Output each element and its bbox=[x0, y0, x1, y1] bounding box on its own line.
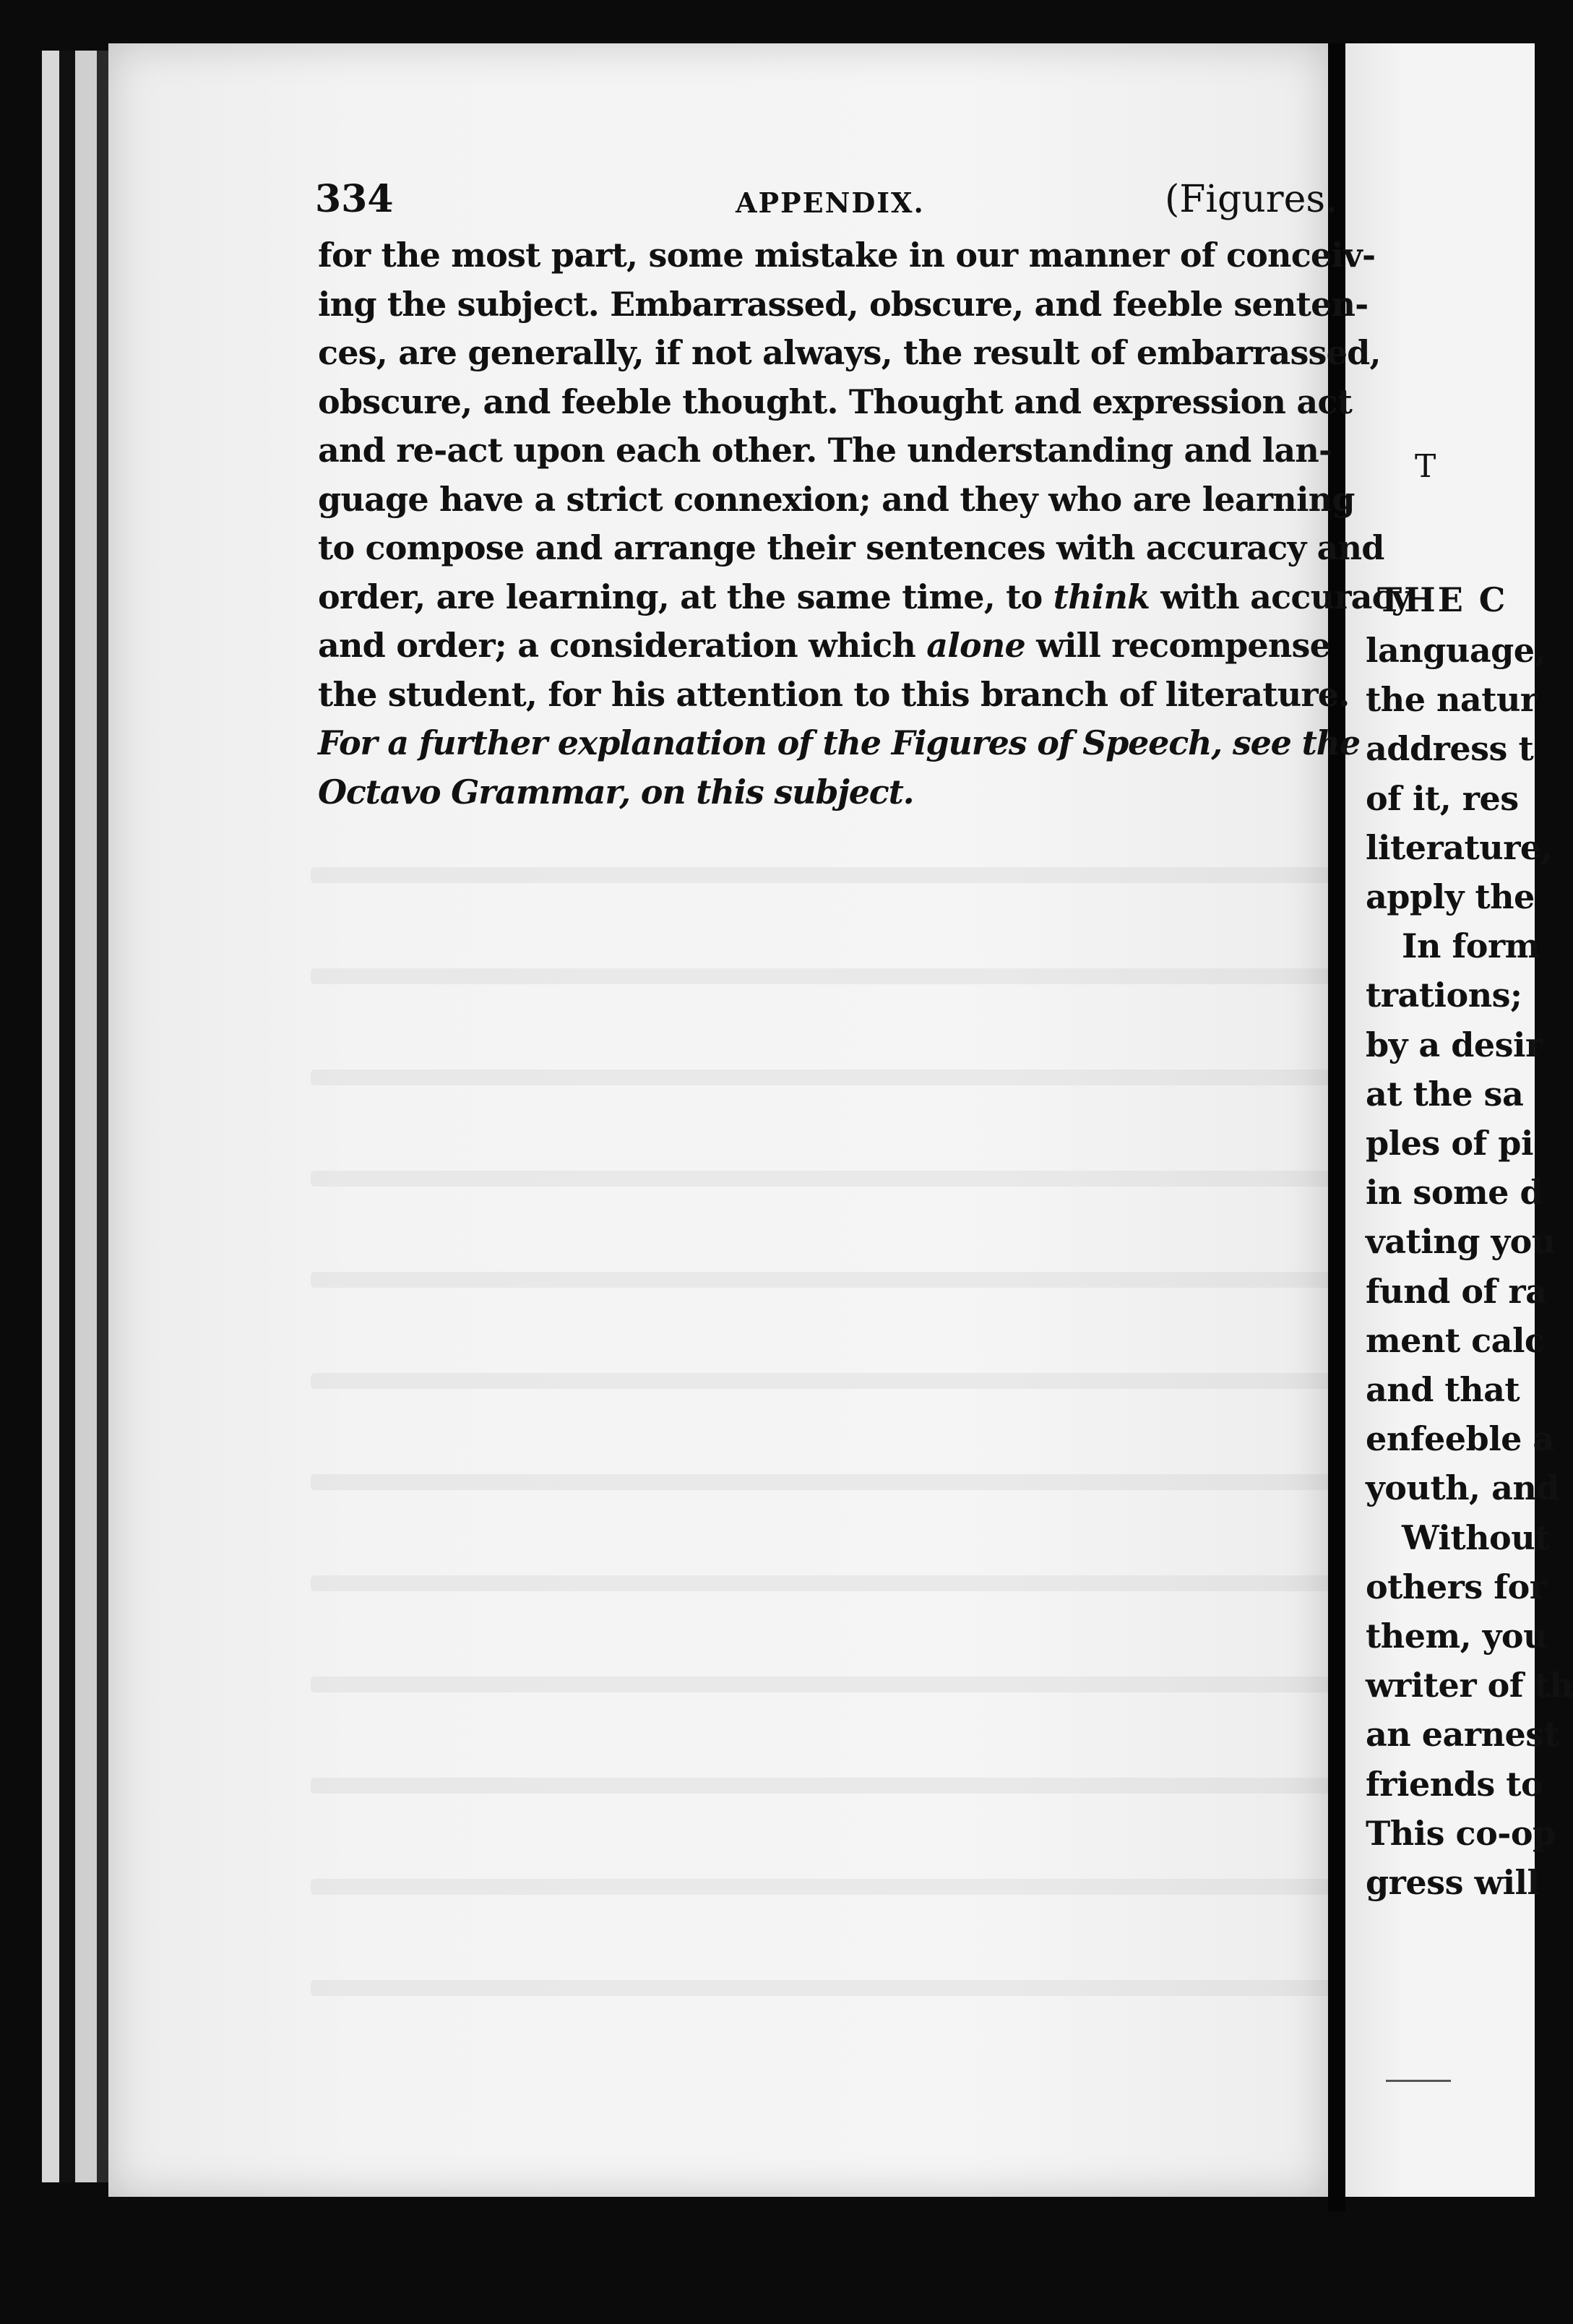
right-line-fragment: and that bbox=[1366, 1370, 1520, 1409]
right-line-fragment: in some d bbox=[1366, 1173, 1543, 1213]
text-run: the student, for his attention to this branch of literature. bbox=[318, 674, 1350, 714]
text-line bbox=[318, 329, 1381, 378]
running-title: APPENDIX. bbox=[736, 186, 925, 219]
right-line-fragment: of it, res bbox=[1366, 778, 1519, 818]
right-line-fragment: address t bbox=[1366, 729, 1534, 769]
text-run: and order; a consideration which bbox=[318, 626, 927, 665]
text-line bbox=[318, 280, 1369, 330]
right-line-fragment: vating you bbox=[1366, 1222, 1556, 1262]
text-line bbox=[318, 719, 1360, 768]
bleed-through bbox=[311, 1778, 1380, 1794]
right-line-fragment: an earnest bbox=[1366, 1715, 1559, 1755]
divider-rule bbox=[1386, 2080, 1451, 2082]
right-line-fragment: apply the bbox=[1366, 877, 1535, 916]
text-line bbox=[318, 573, 1410, 622]
bleed-through bbox=[311, 1373, 1380, 1389]
text-run: For a further explanation of the Figures of Speech, see the bbox=[318, 723, 1360, 762]
bleed-through bbox=[311, 1879, 1380, 1895]
right-heading-fragment: THE C bbox=[1377, 580, 1508, 619]
bleed-through bbox=[311, 1677, 1380, 1692]
text-run: order, are learning, at the same time, to bbox=[318, 577, 1053, 616]
bleed-through bbox=[311, 867, 1380, 883]
right-line-fragment: writer of th bbox=[1366, 1666, 1573, 1705]
right-line-fragment: gress will bbox=[1366, 1863, 1540, 1902]
right-line-fragment: friends to bbox=[1366, 1764, 1543, 1804]
body-text bbox=[318, 231, 1410, 817]
right-line-fragment: them, you bbox=[1366, 1617, 1548, 1656]
right-line-fragment: trations; bbox=[1366, 976, 1522, 1015]
binding-edge bbox=[75, 51, 97, 2182]
right-line-fragment: youth, and bbox=[1366, 1468, 1559, 1508]
bleed-through bbox=[311, 968, 1380, 984]
right-running-fragment: T bbox=[1415, 448, 1436, 485]
binding-edge bbox=[42, 51, 59, 2182]
right-line-fragment: literature, bbox=[1366, 827, 1553, 867]
text-run: for the most part, some mistake in our manner of conceiv- bbox=[318, 236, 1376, 275]
text-line bbox=[318, 524, 1384, 573]
right-line-fragment: fund of ra bbox=[1366, 1271, 1547, 1311]
bleed-through bbox=[311, 1575, 1380, 1591]
right-line-fragment: Without bbox=[1402, 1518, 1550, 1557]
right-line-fragment: the natur bbox=[1366, 680, 1538, 720]
text-line bbox=[318, 426, 1332, 475]
right-line-fragment: others for bbox=[1366, 1567, 1547, 1606]
right-line-fragment: at the sa bbox=[1366, 1074, 1524, 1114]
right-line-fragment: This co-op bbox=[1366, 1813, 1556, 1853]
text-run: with accuracy bbox=[1150, 577, 1410, 616]
text-line bbox=[318, 671, 1350, 720]
italic-word: think bbox=[1053, 577, 1150, 616]
bleed-through bbox=[311, 1474, 1380, 1490]
bleed-through bbox=[311, 1272, 1380, 1288]
page-number: 334 bbox=[315, 177, 394, 221]
right-line-fragment: language, bbox=[1366, 631, 1546, 670]
bleed-through bbox=[311, 1171, 1380, 1187]
right-line-fragment: ples of pi bbox=[1366, 1124, 1533, 1163]
text-line bbox=[318, 475, 1355, 525]
section-label: (Figures. bbox=[1165, 178, 1337, 221]
text-run: and re-act upon each other. The understanding and lan- bbox=[318, 431, 1332, 470]
right-line-fragment: enfeeble a bbox=[1366, 1419, 1554, 1459]
text-run: ces, are generally, if not always, the result of embarrassed, bbox=[318, 333, 1381, 372]
bleed-through bbox=[311, 1070, 1380, 1085]
text-line bbox=[318, 231, 1376, 280]
text-run: guage have a strict connexion; and they who are learning bbox=[318, 479, 1355, 519]
right-page-text bbox=[1345, 0, 1573, 2324]
text-line bbox=[318, 768, 1321, 817]
right-line-fragment: ment calc bbox=[1366, 1320, 1545, 1360]
text-line bbox=[318, 378, 1353, 427]
text-run: ing the subject. Embarrassed, obscure, and feeble senten- bbox=[318, 284, 1369, 324]
italic-word: alone bbox=[926, 626, 1025, 665]
right-line-fragment: In form bbox=[1402, 926, 1540, 966]
text-run: obscure, and feeble thought. Thought and expression act bbox=[318, 382, 1353, 421]
binding-edge bbox=[59, 51, 75, 2182]
text-run: will recompense bbox=[1025, 626, 1331, 665]
text-run: Octavo Grammar, on this subject. bbox=[318, 772, 914, 812]
text-run: to compose and arrange their sentences with accuracy and bbox=[318, 528, 1384, 567]
bleed-through bbox=[311, 1980, 1380, 1996]
right-line-fragment: by a desir bbox=[1366, 1025, 1543, 1064]
text-line bbox=[318, 621, 1331, 671]
